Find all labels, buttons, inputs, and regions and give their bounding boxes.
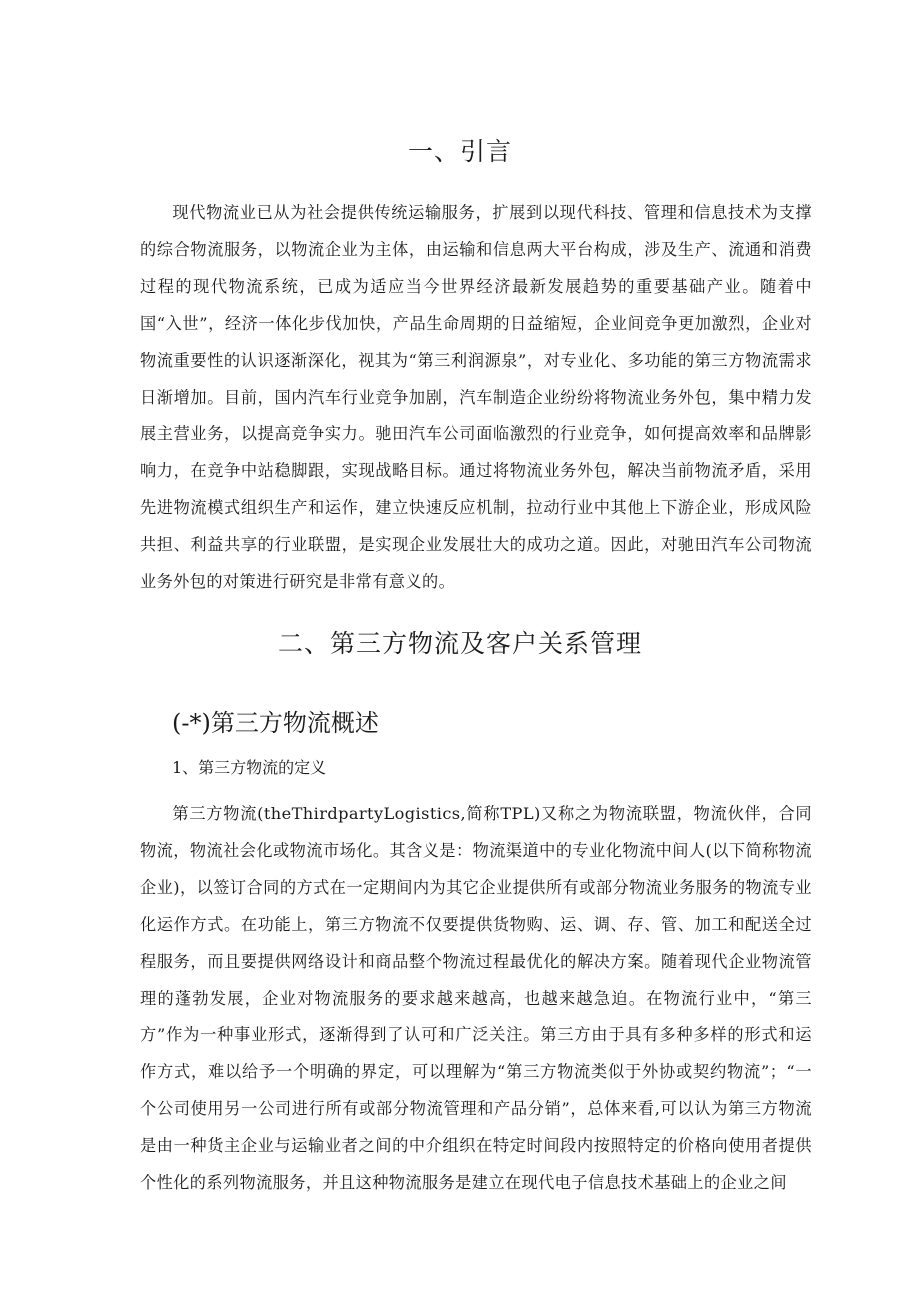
subheading-overview: (-*)第三方物流概述 <box>172 709 379 737</box>
definition-paragraph: 第三方物流(theThirdpartyLogistics,简称TPL)又称之为物流联盟，物流伙伴，合同物流，物流社会化或物流市场化。其含义是：物流渠道中的专业化物流中间人(以下简称物流企业)，以签订合同的方式在一定期间内为其它企业提供所有或部分物流业务服务的物流专业化运作方式。在功能上，第三方物流不仅要提供货物购、运、调、存、管、加工和配送全过程服务，而且要提供网络设计和商品整个物流过程最优化的解决方案。随着现代企业物流管理的蓬勃发展，企业对物流服务的要求越来越高，也越来越急迫。在物流行业中，“第三方”作为一种事业形式，逐渐得到了认可和广泛关注。第三方由于具有多种多样的形式和运作方式，难以给予一个明确的界定，可以理解为“第三方物流类似于外协或契约物流”；“一个公司使用另一公司进行所有或部分物流管理和产品分销”，总体来看,可以认为第三方物流是由一种货主企业与运输业者之间的中介组织在特定时间段内按照特定的价格向使用者提供个性化的系列物流服务，并且这种物流服务是建立在现代电子信息技术基础上的企业之间 <box>140 804 812 1193</box>
heading-third-party-logistics-crm: 二、第三方物流及客户关系管理 <box>277 629 642 658</box>
subheading-definition: 1、第三方物流的定义 <box>172 758 327 777</box>
heading-introduction: 一、引言 <box>407 137 512 166</box>
intro-paragraph: 现代物流业已从为社会提供传统运输服务，扩展到以现代科技、管理和信息技术为支撑的综合物流服务，以物流企业为主体，由运输和信息两大平台构成，涉及生产、流通和消费过程的现代物流系统，已成为适应当今世界经济最新发展趋势的重要基础产业。随着中国“入世”，经济一体化步伐加快，产品生命周期的日益缩短，企业间竞争更加激烈，企业对物流重要性的认识逐渐深化，视其为“第三利润源泉”，对专业化、多功能的第三方物流需求日渐增加。目前，国内汽车行业竞争加剧，汽车制造企业纷纷将物流业务外包，集中精力发展主营业务，以提高竞争实力。驰田汽车公司面临激烈的行业竞争，如何提高效率和品牌影响力，在竞争中站稳脚跟，实现战略目标。通过将物流业务外包，解决当前物流矛盾，采用先进物流模式组织生产和运作，建立快速反应机制，拉动行业中其他上下游企业，形成风险共担、利益共享的行业联盟，是实现企业发展壮大的成功之道。因此，对驰田汽车公司物流业务外包的对策进行研究是非常有意义的。 <box>140 203 812 592</box>
